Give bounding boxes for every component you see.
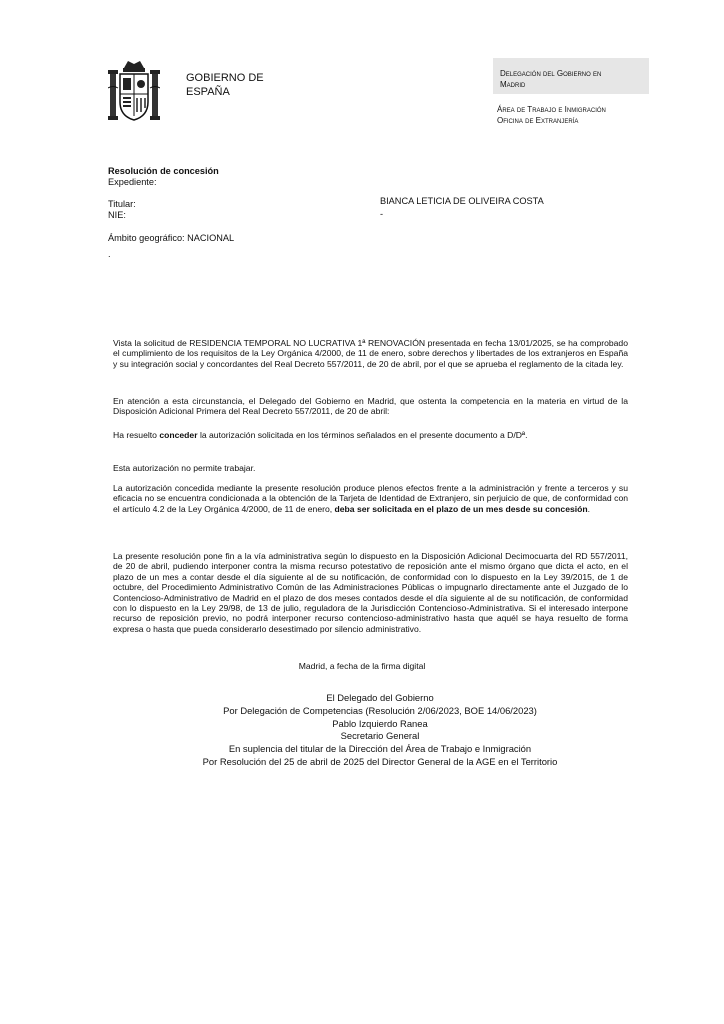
signature-line-5: En suplencia del titular de la Dirección del Área de Trabajo e Inmigración bbox=[228, 743, 532, 755]
signature-line-1: El Delegado del Gobierno bbox=[326, 692, 434, 703]
gov-line-1: GOBIERNO DE bbox=[186, 72, 264, 84]
resuelto-conceder: conceder bbox=[159, 430, 198, 440]
nie-label: NIE: bbox=[108, 210, 126, 220]
date-line: Madrid, a fecha de la firma digital bbox=[298, 661, 426, 671]
paragraph-resuelto bbox=[113, 430, 628, 440]
coat-of-arms-emblem bbox=[108, 58, 160, 124]
signature-line-4: Secretario General bbox=[340, 730, 420, 742]
delegation-line-2: Madrid bbox=[500, 80, 526, 89]
area-line-1: Área de Trabajo e Inmigración bbox=[497, 105, 606, 114]
ambito-geografico: Ámbito geográfico: NACIONAL bbox=[108, 233, 235, 243]
signature-line-3: Pablo Izquierdo Ranea bbox=[332, 717, 428, 729]
signature-block bbox=[130, 692, 630, 769]
area-line-2: Oficina de Extranjería bbox=[497, 116, 579, 125]
paragraph-no-trabajar: Esta autorización no permite trabajar. bbox=[113, 463, 256, 473]
dot-marker: . bbox=[108, 249, 111, 259]
paragraph-efectos bbox=[113, 483, 628, 514]
signature-line-6: Por Resolución del 25 de abril de 2025 del Director General de la AGE en el Territorio bbox=[202, 755, 558, 767]
paragraph-recurso: La presente resolución pone fin a la vía administrativa según lo dispuesto en la Disposición Adicional Decimocuarta del RD 557/2011, de 20 de abril, pudiendo interponer contra la misma recurso potestativo de reposición ante el mismo órgano que dicta el acto, en el plazo de un mes a contar desde el día siguiente al de su notificación, de conformidad con lo dispuesto en la Ley 39/2015, de 1 de octubre, del Procedimiento Administrativo Común de las Administraciones Públicas o impugnarlo directamente ante el Juzgado de lo Contencioso-Administrativo de Madrid en el plazo de dos meses contados desde el día siguiente al de su notificación, de conformidad con lo dispuesto en la Ley 29/98, de 13 de julio, reguladora de la Jurisdicción Contencioso-Administrativa. Si el interesado interpone recurso de reposición previo, no podrá interponer recurso contencioso-administrativo hasta que aquél se haya resuelto de forma expresa o hasta que pueda considerarlo desestimado por silencio administrativo. bbox=[113, 551, 628, 634]
titular-value: BIANCA LETICIA DE OLIVEIRA COSTA bbox=[380, 196, 544, 206]
area-office-text bbox=[497, 104, 606, 126]
signature-line-2: Por Delegación de Competencias (Resolución 2/06/2023, BOE 14/06/2023) bbox=[223, 704, 537, 716]
delegation-text bbox=[500, 68, 601, 90]
efectos-plazo: deba ser solicitada en el plazo de un mes desde su concesión bbox=[334, 503, 588, 514]
government-name bbox=[186, 71, 264, 99]
paragraph-solicitud: Vista la solicitud de RESIDENCIA TEMPORAL NO LUCRATIVA 1ª RENOVACIÓN presentada en fecha 13/01/2025, se ha comprobado el cumplimiento de los requisitos de la Ley Orgánica 4/2000, de 11 de enero, sobre derechos y libertades de los extranjeros en España y su integración social y concordantes del Real Decreto 557/2011, de 20 de abril, por el que se aprueba el reglamento de la citada ley. bbox=[113, 338, 628, 369]
efectos-end: . bbox=[587, 503, 591, 514]
gov-line-2: ESPAÑA bbox=[186, 86, 230, 98]
paragraph-atencion: En atención a esta circunstancia, el Delegado del Gobierno en Madrid, que ostenta la competencia en la materia en virtud de la Disposición Adicional Primera del Real Decreto 557/2011, de 20 de abril: bbox=[113, 396, 628, 417]
titular-label: Titular: bbox=[108, 199, 136, 209]
nie-value: - bbox=[380, 209, 384, 219]
efectos-text: La autorización concedida mediante la presente resolución produce plenos efectos frente a la administración y frente a terceros y su eficacia no se encuentra condicionada a la obtención de la Tarjeta de Identidad de Extranjero, sin perjuicio de que, de conformidad con el artículo 4.2 de la Ley Orgánica 4/2000, de 11 de enero, bbox=[113, 483, 628, 514]
resolution-title: Resolución de concesión bbox=[108, 166, 219, 176]
resuelto-suffix: la autorización solicitada en los términos señalados en el presente documento a D/Dª. bbox=[197, 430, 528, 440]
delegation-line-1: Delegación del Gobierno en bbox=[500, 69, 602, 78]
resuelto-prefix: Ha resuelto bbox=[113, 430, 160, 440]
expediente-label: Expediente: bbox=[108, 177, 157, 187]
